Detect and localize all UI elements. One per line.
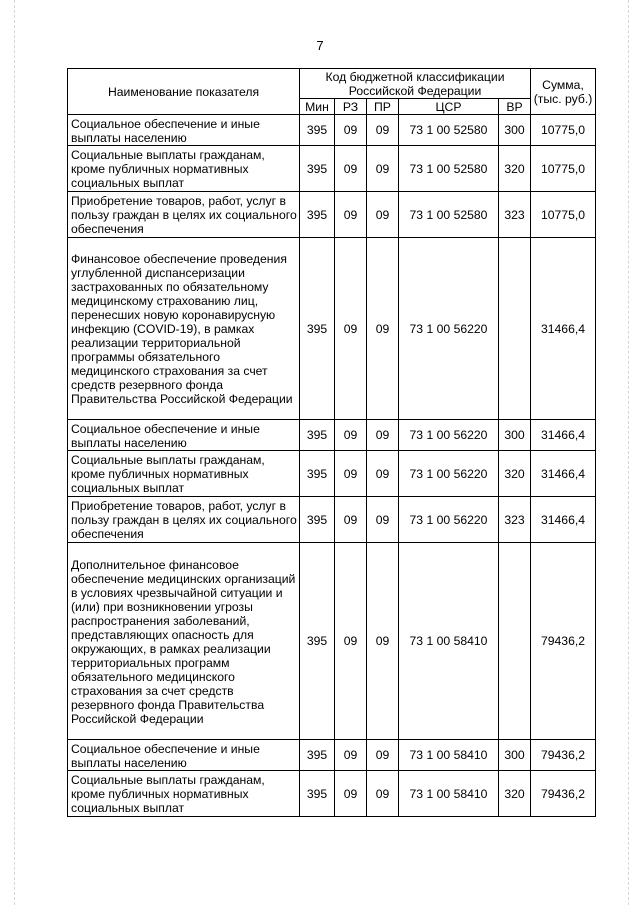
row-name: Финансовое обеспечение проведения углубленной диспансеризации застрахованных по обязательному медицинскому страхованию лиц, перенесших новую коронавирусную инфекцию (COVID-19), в рамках реализации территориальной программы обязательного медицинского страхования за счет средств резервного фонда Правительства Российской Федерации <box>68 238 300 420</box>
table-row <box>68 543 596 740</box>
row-sum: 31466,4 <box>531 451 596 497</box>
row-rz: 09 <box>335 740 367 771</box>
page-number: 7 <box>316 38 324 53</box>
row-sum: 31466,4 <box>531 497 596 543</box>
row-name: Социальные выплаты гражданам, кроме публичных нормативных социальных выплат <box>68 146 300 192</box>
row-min: 395 <box>300 451 335 497</box>
row-sum: 79436,2 <box>531 740 596 771</box>
header-sum: Сумма, (тыс. руб.) <box>531 69 596 115</box>
row-rz: 09 <box>335 497 367 543</box>
row-pr: 09 <box>367 771 399 817</box>
row-pr: 09 <box>367 451 399 497</box>
budget-table <box>67 68 596 817</box>
row-vr: 300 <box>499 115 531 146</box>
row-sum: 10775,0 <box>531 146 596 192</box>
row-min: 395 <box>300 146 335 192</box>
header-csr: ЦСР <box>399 99 499 115</box>
header-pr: ПР <box>367 99 399 115</box>
row-pr: 09 <box>367 420 399 451</box>
row-pr: 09 <box>367 146 399 192</box>
row-name: Социальные выплаты гражданам, кроме публичных нормативных социальных выплат <box>68 771 300 817</box>
row-sum: 31466,4 <box>531 238 596 420</box>
row-rz: 09 <box>335 192 367 238</box>
row-sum: 10775,0 <box>531 192 596 238</box>
row-vr: 323 <box>499 192 531 238</box>
header-bk-group: Код бюджетной классификации Российской Федерации <box>300 69 531 99</box>
row-rz: 09 <box>335 146 367 192</box>
row-min: 395 <box>300 238 335 420</box>
table-row <box>68 771 596 817</box>
table-row <box>68 146 596 192</box>
row-csr: 73 1 00 52580 <box>399 192 499 238</box>
row-name: Социальное обеспечение и иные выплаты населению <box>68 420 300 451</box>
header-rz: РЗ <box>335 99 367 115</box>
header-name: Наименование показателя <box>68 69 300 115</box>
row-sum: 31466,4 <box>531 420 596 451</box>
row-name: Приобретение товаров, работ, услуг в пользу граждан в целях их социального обеспечения <box>68 497 300 543</box>
left-margin-line <box>14 0 15 905</box>
header-vr: ВР <box>499 99 531 115</box>
row-pr: 09 <box>367 740 399 771</box>
row-name: Социальные выплаты гражданам, кроме публичных нормативных социальных выплат <box>68 451 300 497</box>
row-sum: 79436,2 <box>531 543 596 740</box>
row-min: 395 <box>300 192 335 238</box>
row-sum: 10775,0 <box>531 115 596 146</box>
row-min: 395 <box>300 740 335 771</box>
table-row <box>68 192 596 238</box>
row-csr: 73 1 00 58410 <box>399 771 499 817</box>
row-rz: 09 <box>335 420 367 451</box>
row-csr: 73 1 00 58410 <box>399 740 499 771</box>
row-sum: 79436,2 <box>531 771 596 817</box>
row-name: Приобретение товаров, работ, услуг в пользу граждан в целях их социального обеспечения <box>68 192 300 238</box>
row-min: 395 <box>300 771 335 817</box>
row-vr: 323 <box>499 497 531 543</box>
row-pr: 09 <box>367 497 399 543</box>
row-vr: 300 <box>499 420 531 451</box>
row-rz: 09 <box>335 451 367 497</box>
row-vr: 320 <box>499 771 531 817</box>
row-pr: 09 <box>367 192 399 238</box>
row-rz: 09 <box>335 771 367 817</box>
row-rz: 09 <box>335 543 367 740</box>
row-csr: 73 1 00 56220 <box>399 497 499 543</box>
row-min: 395 <box>300 543 335 740</box>
row-csr: 73 1 00 56220 <box>399 238 499 420</box>
row-pr: 09 <box>367 238 399 420</box>
row-vr: 320 <box>499 146 531 192</box>
row-csr: 73 1 00 52580 <box>399 115 499 146</box>
row-min: 395 <box>300 115 335 146</box>
table-row <box>68 740 596 771</box>
row-rz: 09 <box>335 115 367 146</box>
row-vr <box>499 543 531 740</box>
row-vr: 300 <box>499 740 531 771</box>
row-csr: 73 1 00 58410 <box>399 543 499 740</box>
row-name: Дополнительное финансовое обеспечение медицинских организаций в условиях чрезвычайной ситуации и (или) при возникновении угрозы распространения заболеваний, представляющих опасность для окружающих, в рамках реализации территориальных программ обязательного медицинского страхования за счет средств резервного фонда Правительства Российской Федерации <box>68 543 300 740</box>
row-rz: 09 <box>335 238 367 420</box>
header-min: Мин <box>300 99 335 115</box>
table-row <box>68 238 596 420</box>
row-vr: 320 <box>499 451 531 497</box>
table-row <box>68 497 596 543</box>
table-row <box>68 115 596 146</box>
row-pr: 09 <box>367 543 399 740</box>
table-row <box>68 451 596 497</box>
row-name: Социальное обеспечение и иные выплаты населению <box>68 740 300 771</box>
row-vr <box>499 238 531 420</box>
right-margin-line <box>628 0 629 905</box>
row-name: Социальное обеспечение и иные выплаты населению <box>68 115 300 146</box>
row-pr: 09 <box>367 115 399 146</box>
row-csr: 73 1 00 52580 <box>399 146 499 192</box>
row-csr: 73 1 00 56220 <box>399 451 499 497</box>
row-min: 395 <box>300 420 335 451</box>
row-min: 395 <box>300 497 335 543</box>
row-csr: 73 1 00 56220 <box>399 420 499 451</box>
table-row <box>68 420 596 451</box>
